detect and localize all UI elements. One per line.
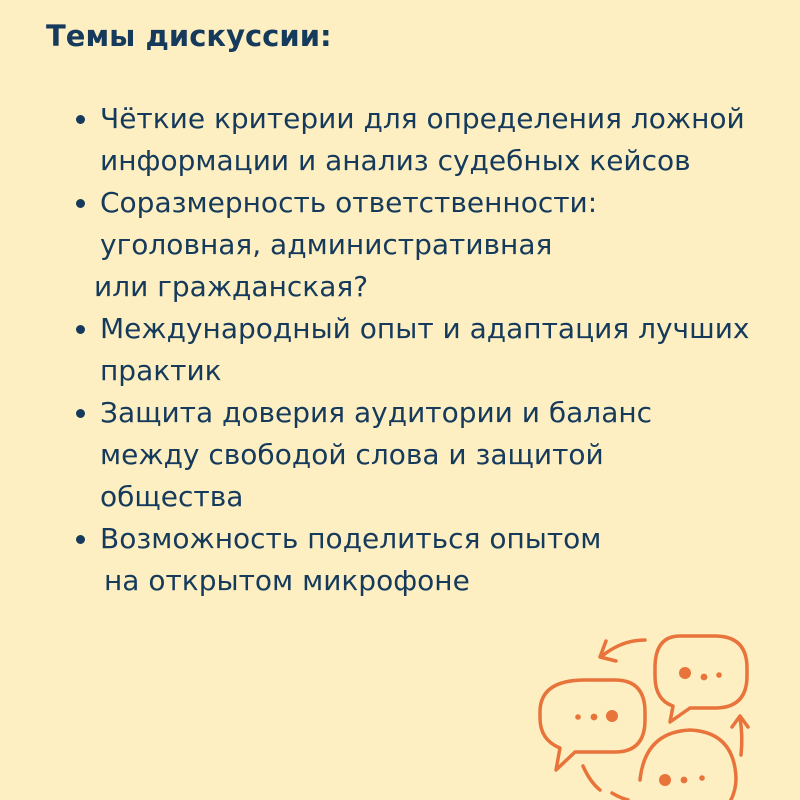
topic-line: Возможность поделиться опытом	[100, 522, 602, 555]
page-title: Темы дискуссии:	[46, 19, 332, 53]
topic-line: Международный опыт и адаптация лучших	[100, 312, 750, 345]
topic-line: на открытом микрофоне	[104, 564, 470, 597]
bullet-icon	[76, 325, 85, 334]
topic-item	[0, 518, 800, 602]
topic-item	[0, 98, 800, 182]
topic-line: информации и анализ судебных кейсов	[100, 144, 691, 177]
topic-line: общества	[100, 480, 244, 513]
bullet-icon	[76, 115, 85, 124]
topic-item	[0, 392, 800, 518]
bullet-icon	[76, 199, 85, 208]
topic-item	[0, 308, 800, 392]
topic-line: Соразмерность ответственности:	[100, 186, 598, 219]
topic-line: или гражданская?	[94, 270, 369, 303]
chat-bubbles-cycle-icon	[530, 620, 790, 800]
topic-item	[0, 182, 800, 308]
topic-line: Чёткие критерии для определения ложной	[100, 102, 745, 135]
topic-line: между свободой слова и защитой	[100, 438, 604, 471]
bullet-icon	[76, 409, 85, 418]
topic-line: уголовная, административная	[100, 228, 553, 261]
topic-line: Защита доверия аудитории и баланс	[100, 396, 653, 429]
topic-line: практик	[100, 354, 222, 387]
topics-list	[0, 98, 800, 602]
bullet-icon	[76, 535, 85, 544]
